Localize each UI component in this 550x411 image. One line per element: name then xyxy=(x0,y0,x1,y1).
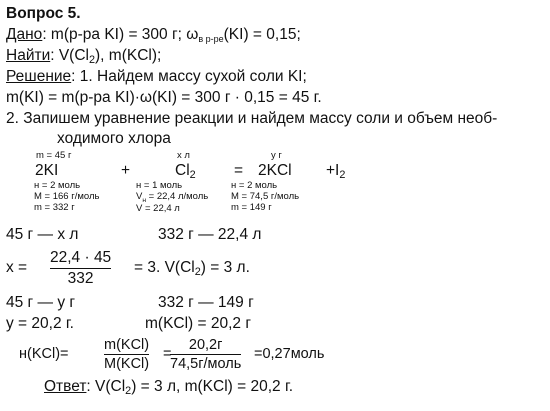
n-kcl-label: н(KCl)= xyxy=(19,346,69,362)
proportion1-left: 45 г — х л xyxy=(6,226,79,243)
kcl-moles: н = 2 моль xyxy=(231,180,278,191)
step2-line2: ходимого хлора xyxy=(57,130,171,147)
x-result-a: = 3. V(Cl xyxy=(134,259,195,276)
cl-molar-volume xyxy=(136,192,208,202)
given-label: Дано xyxy=(6,26,43,43)
proportion2-left: 45 г — у г xyxy=(6,294,76,311)
y-line-right: m(KCl) = 20,2 г xyxy=(145,315,252,332)
answer-text-b: ) = 3 л, m(KCl) = 20,2 г. xyxy=(131,378,294,395)
x-result xyxy=(134,260,250,276)
x-numerator: 22,4 · 45 xyxy=(50,249,112,266)
find-text: : V(Cl xyxy=(50,47,89,64)
proportion1-right: 332 г — 22,4 л xyxy=(158,226,262,243)
eq-cl-sub: 2 xyxy=(189,169,196,181)
eq-plus-1: + xyxy=(121,162,131,179)
n-fraction-2 xyxy=(170,337,241,372)
cl-moles: н = 1 моль xyxy=(136,180,183,191)
x-fraction-bar xyxy=(50,268,111,269)
solution-label: Решение xyxy=(6,68,72,85)
question-title: Вопрос 5. xyxy=(6,5,81,22)
mass-ki-line: m(KI) = m(р-ра KI)·ω(KI) = 300 г · 0,15 = 45 г. xyxy=(6,89,322,106)
given-subscript: в р-ре xyxy=(198,34,224,44)
answer-sub: 2 xyxy=(125,385,132,397)
eq-i-sub: 2 xyxy=(339,169,346,181)
n-equals: = xyxy=(163,346,172,362)
cl-vm-sub: н xyxy=(142,197,147,204)
given-text: : m(р-ра KI) = 300 г; ω xyxy=(42,26,199,43)
find-tail: ), m(KCl); xyxy=(95,47,162,64)
eq-ki: 2KI xyxy=(35,162,59,179)
ki-molar-mass: M = 166 г/моль xyxy=(34,191,100,202)
kcl-mass-unknown: у г xyxy=(271,150,282,161)
eq-cl2 xyxy=(175,163,196,179)
n-result: =0,27моль xyxy=(254,346,325,362)
proportion2-right: 332 г — 149 г xyxy=(158,294,254,311)
n-numerator-2: 20,2г xyxy=(188,337,223,353)
y-line-left: у = 20,2 г. xyxy=(6,315,74,332)
ki-mass-given: m = 45 г xyxy=(36,150,72,161)
ki-mass: m = 332 г xyxy=(34,202,75,213)
given-tail: (KI) = 0,15; xyxy=(223,26,301,43)
find-subscript: 2 xyxy=(88,54,96,66)
cl-vm-symbol: V xyxy=(136,191,143,202)
solution-line xyxy=(6,69,307,85)
eq-i: +I xyxy=(326,162,340,179)
kcl-molar-mass: M = 74,5 г/моль xyxy=(231,191,300,202)
solution-step1: : 1. Найдем массу сухой соли KI; xyxy=(71,68,307,85)
n-denominator-1: M(KCl) xyxy=(104,356,150,372)
kcl-mass: m = 149 г xyxy=(231,202,272,213)
eq-kcl: 2KCl xyxy=(258,162,292,179)
eq-i2 xyxy=(326,163,345,179)
n-fraction-1 xyxy=(104,337,149,372)
given-line xyxy=(6,27,301,43)
n-denominator-2: 74,5г/моль xyxy=(170,356,242,372)
x-result-sub: 2 xyxy=(194,266,201,278)
step2-line1: 2. Запишем уравнение реакции и найдем массу соли и объем необ- xyxy=(6,110,498,127)
answer-label: Ответ xyxy=(44,378,87,395)
cl-volume-unknown: х л xyxy=(177,150,190,161)
cl-vm-value: = 22,4 л/моль xyxy=(146,191,209,202)
eq-equals: = xyxy=(234,162,244,179)
answer-line xyxy=(44,379,293,395)
eq-cl: Cl xyxy=(175,162,190,179)
n-fraction-bar-2 xyxy=(170,354,241,355)
x-result-b: ) = 3 л. xyxy=(200,259,250,276)
n-numerator-1: m(KCl) xyxy=(104,337,150,353)
x-label: x = xyxy=(6,259,28,276)
find-label: Найти xyxy=(6,47,51,64)
n-fraction-bar-1 xyxy=(104,354,149,355)
find-line xyxy=(6,48,161,64)
ki-moles: н = 2 моль xyxy=(34,180,81,191)
x-fraction xyxy=(50,249,111,288)
x-denominator: 332 xyxy=(67,270,94,287)
cl-volume: V = 22,4 л xyxy=(136,203,180,214)
answer-text-a: : V(Cl xyxy=(86,378,126,395)
